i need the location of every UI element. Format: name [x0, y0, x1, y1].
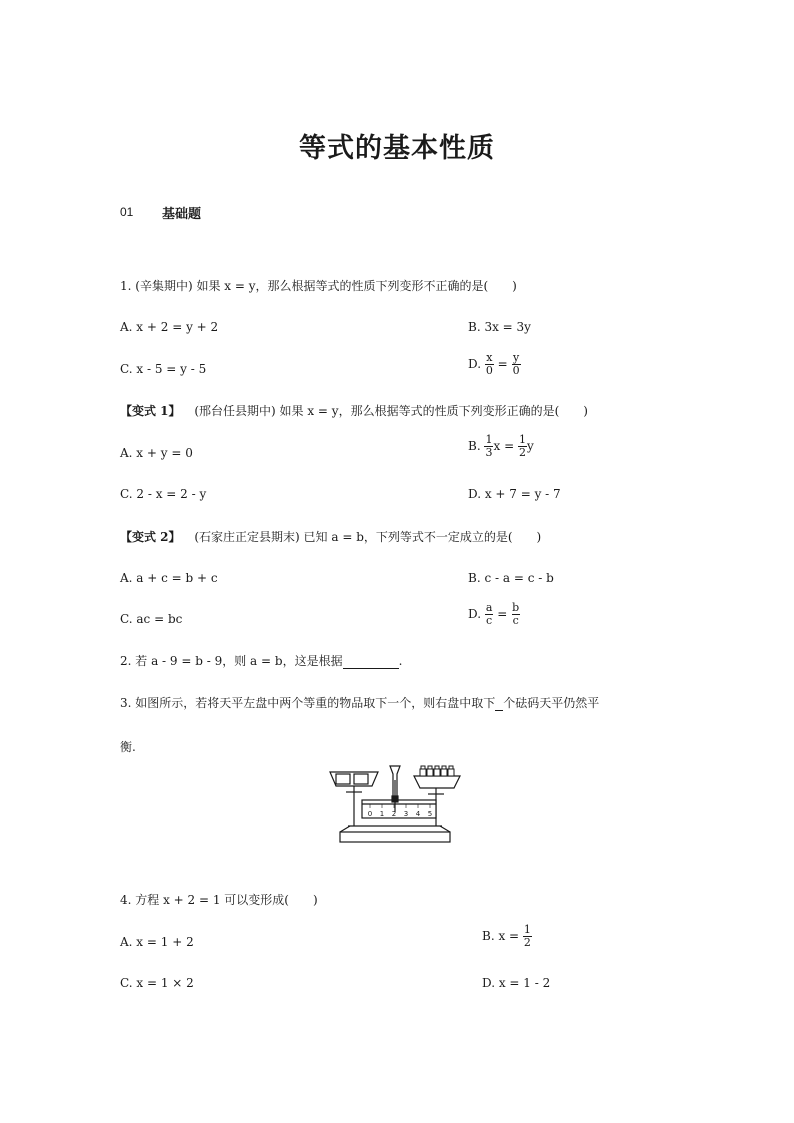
q3-stem: 3. 如图所示，若将天平左盘中两个等重的物品取下一个，则右盘中取下 个砝码天平仍然平 [120, 696, 600, 710]
scale-tick-0: 0 [367, 810, 373, 818]
q1-option-a: A. x + 2 = y + 2 [120, 320, 219, 334]
q4-option-d: D. x = 1 - 2 [482, 976, 551, 990]
variant1 [120, 402, 588, 419]
v2-option-b: B. c - a = c - b [468, 571, 554, 585]
v1-option-a: A. x + y = 0 [120, 446, 193, 460]
scale-tick-2: 2 [391, 810, 397, 818]
q1-option-d-prefix: D. [468, 357, 482, 371]
q1-d-right-fraction: $\frac{y}{0}$ [512, 351, 520, 377]
q1-d-left-fraction: $\frac{x}{0}$ [485, 351, 493, 377]
v2-option-d: D. $\frac{a}{c}$ = $\frac{b}{c}$ [468, 601, 520, 627]
variant1-tag: 【变式 1】 [120, 404, 181, 418]
v2-option-c: C. ac = bc [120, 612, 183, 626]
page-title: 等式的基本性质 [299, 133, 495, 164]
variant2-stem: (石家庄正定县期末) 已知 a = b，下列等式不一定成立的是( ) [194, 530, 542, 544]
q3-stem-continued: 衡. [120, 740, 136, 754]
scale-tick-3: 3 [403, 810, 409, 818]
v2-d-left-fraction: $\frac{a}{c}$ [485, 601, 493, 627]
q4-b-fraction: $\frac{1}{2}$ [523, 923, 531, 949]
scale-tick-5: 5 [427, 810, 433, 818]
q4-option-b: B. x = $\frac{1}{2}$ [482, 923, 531, 949]
v1-b-left-fraction: $\frac{1}{3}$ [485, 433, 493, 459]
q4-stem: 4. 方程 x + 2 = 1 可以变形成( ) [120, 893, 318, 907]
scale-tick-1: 1 [379, 810, 385, 818]
v1-b-right-fraction: $\frac{1}{2}$ [518, 433, 526, 459]
variant1-stem: (邢台任县期中) 如果 x = y，那么根据等式的性质下列变形正确的是( ) [194, 404, 588, 418]
q2-blank[interactable] [343, 656, 399, 669]
variant2 [120, 528, 541, 545]
q1-option-c: C. x - 5 = y - 5 [120, 362, 207, 376]
weights-group [420, 766, 454, 776]
q4-option-c: C. x = 1 × 2 [120, 976, 194, 990]
v1-option-b: B. $\frac{1}{3}$ x = $\frac{1}{2}$ y [468, 433, 534, 459]
v2-option-a: A. a + c = b + c [120, 571, 218, 585]
section-title: 基础题 [162, 207, 202, 222]
v1-option-c: C. 2 - x = 2 - y [120, 487, 207, 501]
q1-option-d: D. $\frac{x}{0}$ = $\frac{y}{0}$ [468, 351, 520, 377]
balance-scale-figure [326, 760, 464, 846]
q1-stem: 1. (辛集期中) 如果 x = y，那么根据等式的性质下列变形不正确的是( ) [120, 279, 517, 293]
scale-tick-4: 4 [415, 810, 421, 818]
section-number: 01 [120, 205, 134, 219]
q1-option-b: B. 3x = 3y [468, 320, 531, 334]
variant2-tag: 【变式 2】 [120, 530, 181, 544]
v1-option-d: D. x + 7 = y - 7 [468, 487, 561, 501]
q2-stem: 2. 若 a - 9 = b - 9，则 a = b，这是根据 . [120, 654, 403, 668]
v2-d-right-fraction: $\frac{b}{c}$ [512, 601, 520, 627]
q4-option-a: A. x = 1 + 2 [120, 935, 194, 949]
